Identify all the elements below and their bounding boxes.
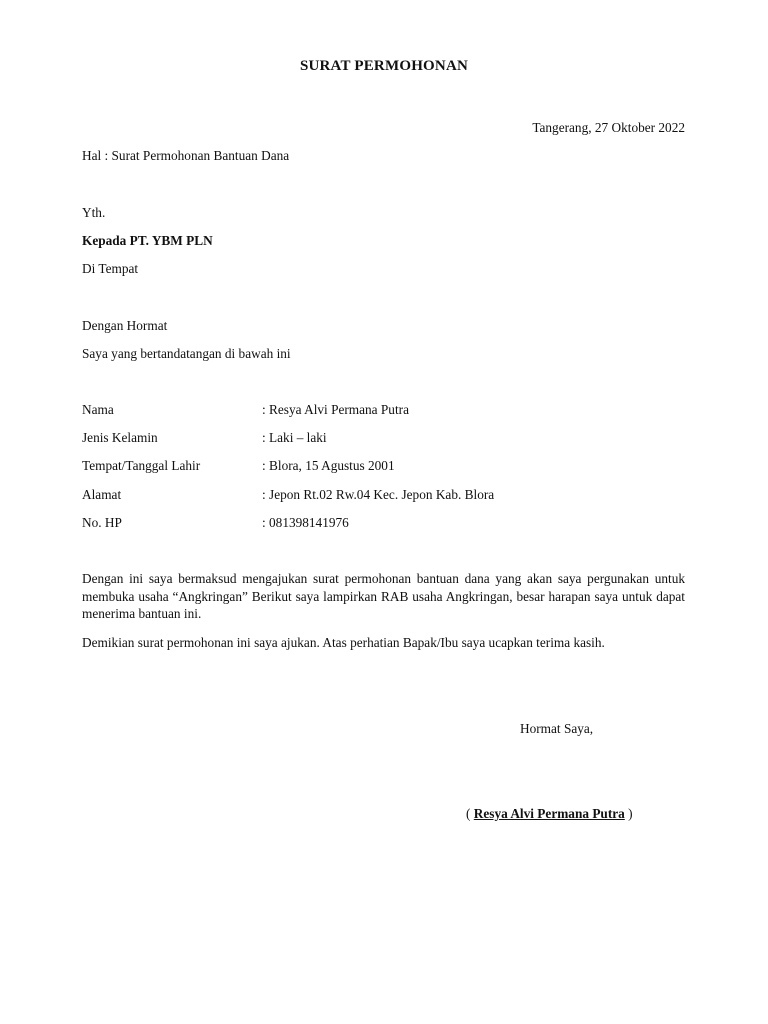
closing-paragraph: Demikian surat permohonan ini saya ajukan. Atas perhatian Bapak/Ibu saya ucapkan terima kasih. [82, 635, 605, 650]
signature-block [466, 807, 633, 820]
identity-value: : Jepon Rt.02 Rw.04 Kec. Jepon Kab. Blora [262, 487, 495, 502]
signature-close-paren: ) [624, 806, 633, 821]
identity-label: No. HP [82, 515, 122, 530]
identity-label: Nama [82, 402, 114, 417]
identity-value: : Blora, 15 Agustus 2001 [262, 458, 395, 473]
identity-value: : Resya Alvi Permana Putra [262, 402, 409, 417]
addressee-company: Kepada PT. YBM PLN [82, 233, 213, 248]
identity-label: Alamat [82, 487, 122, 502]
body-paragraph: Dengan ini saya bermaksud mengajukan surat permohonan bantuan dana yang akan saya pergunakan untuk membuka usaha “Angkringan” Berikut saya lampirkan RAB usaha Angkringan, besar harapan saya untuk dapat menerima bantuan ini. [82, 571, 685, 621]
greeting: Dengan Hormat [82, 318, 168, 333]
identity-label: Tempat/Tanggal Lahir [82, 458, 201, 473]
signature-closing: Hormat Saya, [520, 721, 594, 736]
signature-open-paren: ( [466, 806, 474, 821]
addressee-location: Di Tempat [82, 261, 139, 276]
addressee-yth: Yth. [82, 205, 106, 220]
identity-value: : 081398141976 [262, 515, 349, 530]
signature-name: Resya Alvi Permana Putra [473, 806, 625, 821]
identity-value: : Laki – laki [262, 430, 327, 445]
place-date: Tangerang, 27 Oktober 2022 [532, 120, 685, 135]
subject-line: Hal : Surat Permohonan Bantuan Dana [82, 148, 290, 163]
intro-line: Saya yang bertandatangan di bawah ini [82, 346, 291, 361]
identity-label: Jenis Kelamin [82, 430, 158, 445]
letter-title: SURAT PERMOHONAN [299, 58, 469, 74]
